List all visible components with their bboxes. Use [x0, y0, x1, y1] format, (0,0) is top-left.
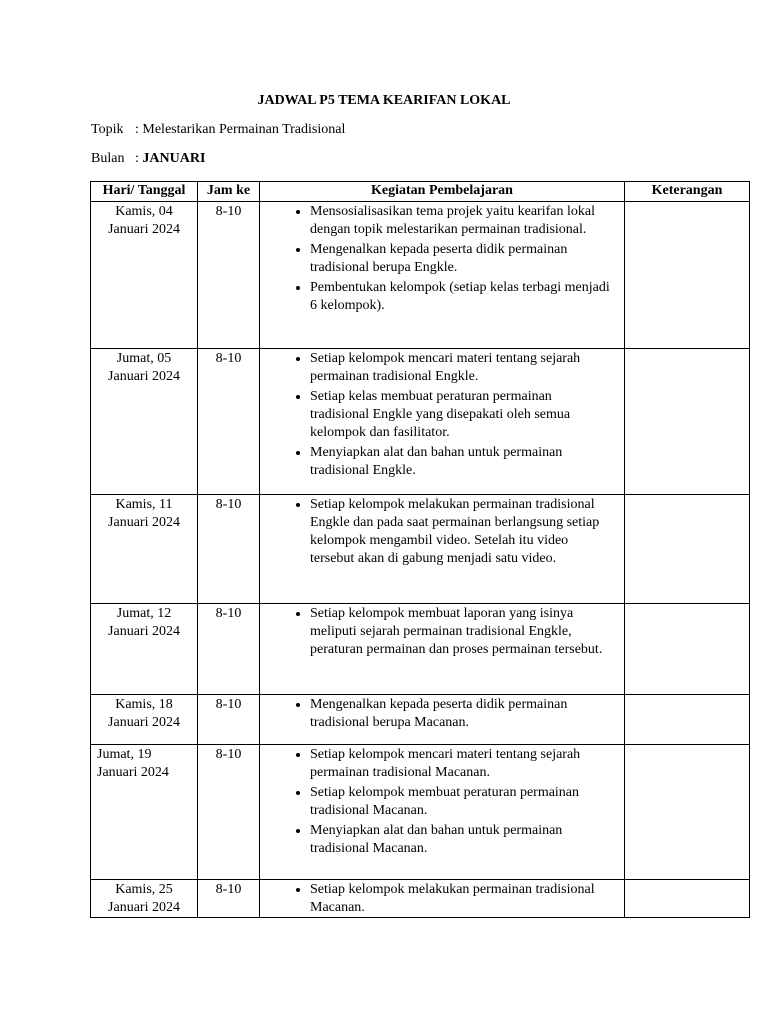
keterangan-cell: [625, 202, 750, 349]
topik-label: Topik: [91, 122, 124, 137]
table-row: [91, 604, 750, 695]
kegiatan-cell: [260, 495, 625, 604]
date-text: Januari 2024: [108, 624, 180, 639]
jam-cell: 8-10: [198, 202, 260, 349]
list-item: • Setiap kelompok mencari materi tentang sejarah permainan tradisional Engkle.: [310, 350, 614, 386]
jam-cell: 8-10: [198, 604, 260, 695]
table-row: [91, 495, 750, 604]
list-item: • Setiap kelas membuat peraturan permainan tradisional Engkle yang disepakati oleh semua kelompok dan fasilitator.: [310, 388, 614, 442]
day-text: Kamis, 18: [115, 697, 173, 712]
kegiatan-cell: [260, 880, 625, 918]
page-title: JADWAL P5 TEMA KEARIFAN LOKAL: [257, 93, 511, 108]
date-cell: [91, 495, 198, 604]
date-cell: [91, 202, 198, 349]
jam-cell: 8-10: [198, 880, 260, 918]
kegiatan-cell: [260, 745, 625, 880]
date-cell: [91, 880, 198, 918]
date-cell: [91, 695, 198, 745]
date-text: Januari 2024: [108, 900, 180, 915]
bulan-label: Bulan: [91, 151, 125, 166]
topik-value: : Melestarikan Permainan Tradisional: [135, 122, 346, 137]
table-header-row: [91, 182, 750, 202]
list-item: • Setiap kelompok melakukan permainan tradisional Macanan.: [310, 881, 614, 917]
list-item: • Pembentukan kelompok (setiap kelas terbagi menjadi 6 kelompok).: [310, 279, 614, 315]
jam-cell: 8-10: [198, 695, 260, 745]
table-row: [91, 880, 750, 918]
bulan-colon: :: [135, 151, 139, 166]
table-row: [91, 745, 750, 880]
header-hari-tanggal: Hari/ Tanggal: [91, 182, 198, 202]
keterangan-cell: [625, 349, 750, 495]
list-item: • Setiap kelompok melakukan permainan tradisional Engkle dan pada saat permainan berlangsung setiap kelompok mengambil video. Setelah itu video tersebut akan di gabung menjadi satu video.: [310, 496, 614, 568]
header-kegiatan: Kegiatan Pembelajaran: [260, 182, 625, 202]
kegiatan-cell: [260, 604, 625, 695]
date-text: Januari 2024: [108, 222, 180, 237]
date-cell: [91, 349, 198, 495]
bulan-line: [91, 151, 205, 167]
kegiatan-cell: [260, 202, 625, 349]
date-text: Januari 2024: [108, 715, 180, 730]
topik-line: [91, 122, 345, 138]
schedule-table: [90, 181, 750, 918]
day-text: Jumat, 05: [116, 351, 172, 366]
day-text: Kamis, 04: [115, 204, 173, 219]
keterangan-cell: [625, 495, 750, 604]
list-item: • Setiap kelompok mencari materi tentang sejarah permainan tradisional Macanan.: [310, 746, 614, 782]
day-text: Kamis, 25: [115, 882, 173, 897]
kegiatan-cell: [260, 695, 625, 745]
list-item: • Mengenalkan kepada peserta didik permainan tradisional berupa Engkle.: [310, 241, 614, 277]
list-item: • Mengenalkan kepada peserta didik permainan tradisional berupa Macanan.: [310, 696, 614, 732]
jam-cell: 8-10: [198, 495, 260, 604]
day-text: Jumat, 19: [97, 747, 152, 762]
day-text: Kamis, 11: [115, 497, 173, 512]
header-jam-ke: Jam ke: [198, 182, 260, 202]
date-cell: [91, 745, 198, 880]
keterangan-cell: [625, 745, 750, 880]
kegiatan-cell: [260, 349, 625, 495]
jam-cell: 8-10: [198, 349, 260, 495]
table-row: [91, 202, 750, 349]
date-text: Januari 2024: [108, 369, 180, 384]
keterangan-cell: [625, 695, 750, 745]
table-row: [91, 695, 750, 745]
date-text: Januari 2024: [108, 515, 180, 530]
table-row: [91, 349, 750, 495]
list-item: • Menyiapkan alat dan bahan untuk permainan tradisional Macanan.: [310, 822, 614, 858]
day-text: Jumat, 12: [116, 606, 172, 621]
keterangan-cell: [625, 604, 750, 695]
list-item: • Setiap kelompok membuat peraturan permainan tradisional Macanan.: [310, 784, 614, 820]
list-item: • Mensosialisasikan tema projek yaitu kearifan lokal dengan topik melestarikan permainan tradisional.: [310, 203, 614, 239]
list-item: • Setiap kelompok membuat laporan yang isinya meliputi sejarah permainan tradisional Engkle, peraturan permainan dan proses permainan tersebut.: [310, 605, 614, 659]
jam-cell: 8-10: [198, 745, 260, 880]
list-item: • Menyiapkan alat dan bahan untuk permainan tradisional Engkle.: [310, 444, 614, 480]
date-text: Januari 2024: [97, 765, 169, 780]
header-keterangan: Keterangan: [625, 182, 750, 202]
keterangan-cell: [625, 880, 750, 918]
date-cell: [91, 604, 198, 695]
bulan-value: JANUARI: [142, 151, 206, 166]
